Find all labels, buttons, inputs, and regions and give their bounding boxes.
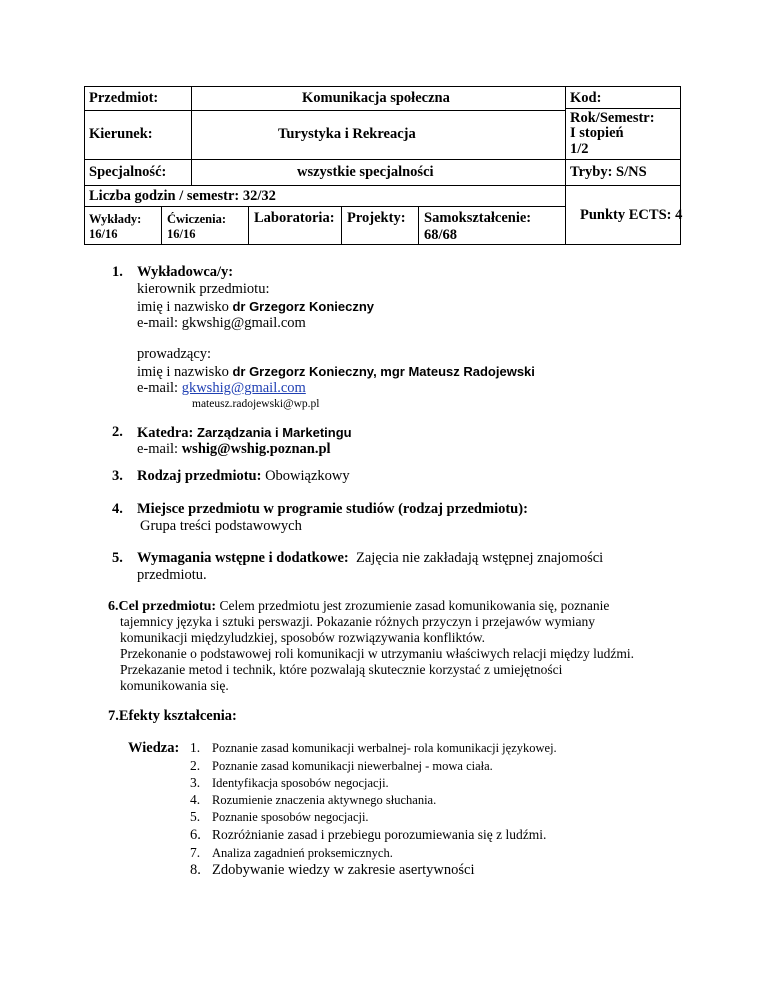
kierunek-label: Kierunek:: [89, 126, 153, 142]
punkty-ects: Punkty ECTS: 4: [580, 207, 683, 223]
table-border-bottom: [84, 244, 681, 245]
kierunek-value: Turystyka i Rekreacja: [278, 126, 416, 142]
outcome-item: [190, 792, 436, 808]
outcome-text: Rozumienie znaczenia aktywnego słuchania.: [212, 793, 437, 807]
specjalnosc-value: wszystkie specjalności: [297, 164, 434, 180]
outcome-number: 4.: [190, 792, 201, 807]
table-divider: [84, 206, 565, 207]
samoksztalcenie-value: 68/68: [424, 227, 458, 243]
table-divider: [341, 206, 342, 244]
table-divider: [248, 206, 249, 244]
prowadzacy-names: dr Grzegorz Konieczny, mgr Mateusz Radojewski: [232, 364, 535, 379]
wymagania-value-1: Zajęcia nie zakładają wstępnej znajomości: [356, 550, 604, 566]
outcome-item: [190, 740, 557, 756]
wymagania-value-2: przedmiotu.: [137, 567, 207, 583]
projekty-label: Projekty:: [347, 210, 406, 226]
kierownik-name: dr Grzegorz Konieczny: [232, 299, 375, 314]
rok-line-2: I stopień: [570, 125, 624, 141]
kod-label: Kod:: [570, 90, 602, 106]
section-1-heading: Wykładowca/y:: [137, 264, 234, 280]
table-divider: [418, 206, 419, 244]
outcome-item: [190, 862, 475, 879]
email-label: e-mail:: [137, 380, 182, 396]
outcome-text: Poznanie zasad komunikacji werbalnej- rola komunikacji językowej.: [212, 741, 557, 755]
section-3-number: 3.: [112, 468, 123, 484]
imie-label: imię i nazwisko: [137, 299, 233, 315]
outcome-item: [190, 845, 393, 861]
przedmiot-value: Komunikacja społeczna: [302, 90, 450, 106]
cel-line-2: tajemnicy języka i sztuki perswazji. Pokazanie różnych przyczyn i przejawów wymiany: [120, 614, 595, 629]
section-7-heading: 7.Efekty kształcenia:: [108, 708, 237, 724]
wyklady-label: Wykłady:: [89, 212, 142, 226]
table-divider: [84, 110, 565, 111]
outcome-item: [190, 775, 389, 791]
cwiczenia-label: Ćwiczenia:: [167, 212, 227, 226]
kierownik-email-line: [137, 315, 306, 332]
przedmiot-label: Przedmiot:: [89, 90, 159, 106]
prowadzacy-email-line: [137, 380, 306, 397]
liczba-godzin: Liczba godzin / semestr: 32/32: [89, 188, 276, 204]
outcome-number: 7.: [190, 845, 201, 860]
prowadzacy-label: prowadzący:: [137, 346, 212, 362]
wyklady-value: 16/16: [89, 227, 118, 241]
rok-line-3: 1/2: [570, 141, 589, 157]
rodzaj-line: [137, 468, 350, 485]
prowadzacy-email-2: mateusz.radojewski@wp.pl: [192, 398, 320, 410]
outcome-item: [190, 826, 546, 844]
section-4-heading: Miejsce przedmiotu w programie studiów (rodzaj przedmiotu):: [137, 501, 528, 517]
rok-line-1: Rok/Semestr:: [570, 110, 655, 126]
outcome-number: 8.: [190, 862, 201, 878]
cel-line-3: komunikacji międzyludzkiej, sposobów rozwiązywania konfliktów.: [120, 630, 486, 645]
katedra-email: wshig@wshig.poznan.pl: [181, 441, 331, 457]
imie-label: imię i nazwisko: [137, 364, 233, 380]
outcome-text: Identyfikacja sposobów negocjacji.: [212, 776, 389, 790]
outcome-text: Zdobywanie wiedzy w zakresie asertywności: [212, 862, 475, 878]
wymagania-line-1: [137, 550, 603, 567]
outcome-item: [190, 809, 369, 825]
katedra-value: Zarządzania i Marketingu: [197, 425, 352, 440]
kierownik-label: kierownik przedmiotu:: [137, 281, 270, 297]
email-label: e-mail:: [137, 441, 182, 457]
katedra-email-line: [137, 441, 331, 458]
outcome-number: 6.: [190, 827, 201, 843]
kierownik-name-line: [137, 298, 374, 316]
miejsce-value: Grupa treści podstawowych: [140, 518, 302, 534]
outcome-text: Analiza zagadnień proksemicznych.: [212, 846, 393, 860]
section-2-heading: Katedra:: [137, 425, 197, 441]
table-divider: [565, 86, 566, 245]
table-border-top: [84, 86, 681, 87]
kierownik-email: gkwshig@gmail.com: [181, 315, 306, 331]
outcome-text: Poznanie zasad komunikacji niewerbalnej - mowa ciała.: [212, 759, 493, 773]
outcome-number: 2.: [190, 758, 201, 773]
samoksztalcenie-label: Samokształcenie:: [424, 210, 532, 226]
email-label: e-mail:: [137, 315, 182, 331]
table-divider: [84, 159, 681, 160]
specjalnosc-label: Specjalność:: [89, 164, 167, 180]
outcome-number: 5.: [190, 809, 201, 824]
outcome-number: 3.: [190, 775, 201, 790]
cel-line-5: Przekazanie metod i technik, które pozwalają skutecznie korzystać z umiejętności: [120, 662, 563, 677]
table-divider: [191, 86, 192, 185]
section-5-heading: Wymagania wstępne i dodatkowe:: [137, 550, 349, 566]
rodzaj-value: Obowiązkowy: [265, 468, 350, 484]
section-6-heading: 6.Cel przedmiotu:: [108, 599, 217, 614]
cwiczenia-value: 16/16: [167, 227, 196, 241]
prowadzacy-name-line: [137, 363, 535, 381]
cel-text-1: Celem przedmiotu jest zrozumienie zasad komunikowania się, poznanie: [216, 598, 610, 613]
cel-line-1: [108, 598, 609, 615]
table-divider: [161, 206, 162, 244]
section-5-number: 5.: [112, 550, 123, 566]
outcome-item: [190, 758, 493, 774]
section-3-heading: Rodzaj przedmiotu:: [137, 468, 266, 484]
prowadzacy-email-link[interactable]: gkwshig@gmail.com: [181, 380, 306, 396]
laboratoria-label: Laboratoria:: [254, 210, 335, 226]
cel-line-6: komunikowania się.: [120, 678, 229, 693]
outcome-number: 1.: [190, 740, 201, 755]
outcome-text: Rozróżnianie zasad i przebiegu porozumiewania się z ludźmi.: [212, 827, 547, 842]
wiedza-label: Wiedza:: [128, 740, 180, 756]
cel-line-4: Przekonanie o podstawowej roli komunikacji w utrzymaniu właściwych relacji między ludźmi.: [120, 646, 634, 661]
katedra-line: [137, 424, 352, 442]
outcome-text: Poznanie sposobów negocjacji.: [212, 810, 369, 824]
table-border-left: [84, 86, 85, 245]
section-2-number: 2.: [112, 424, 123, 440]
section-4-number: 4.: [112, 501, 123, 517]
table-divider: [84, 185, 681, 186]
table-divider: [565, 108, 681, 109]
tryby: Tryby: S/NS: [570, 164, 647, 180]
section-1-number: 1.: [112, 264, 123, 280]
